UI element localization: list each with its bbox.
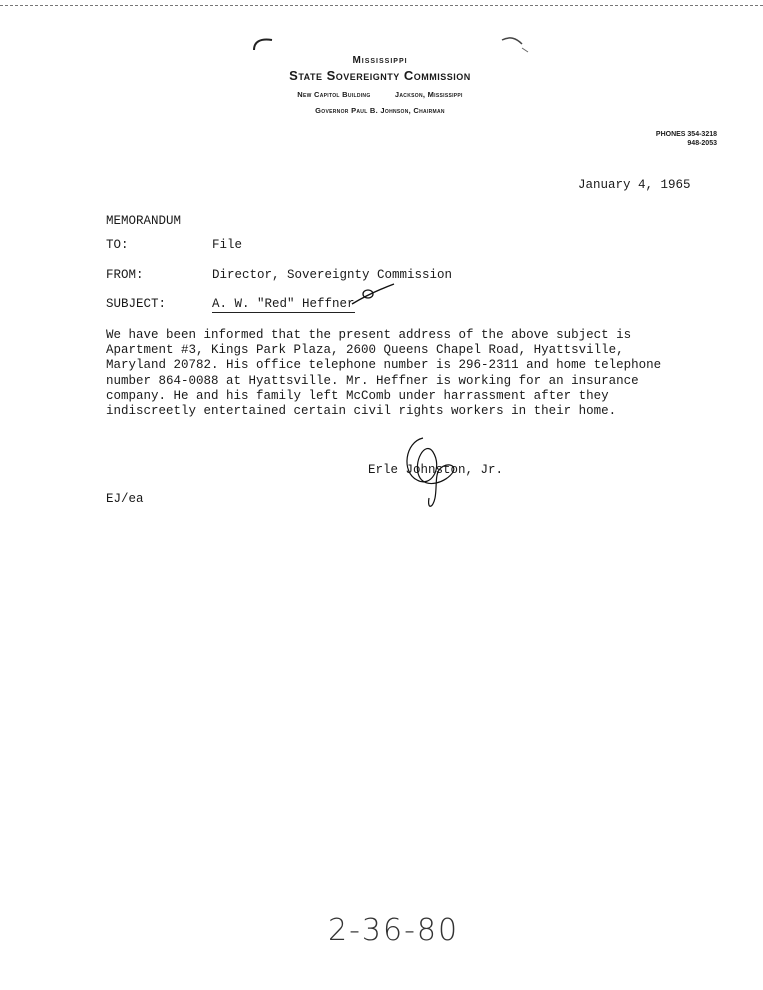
- memo-body: We have been informed that the present address of the above subject is Apartment #3, Kings Park Plaza, 2600 Queens Chapel Road, Hyattsville, Maryland 20782. His office telephone number is 296-2311 and home telephone number 864-0088 at Hyattsville. Mr. Heffner is working for an insurance company. He and his family left McComb under harrassment after they indiscreetly entertained certain civil rights workers in their home.: [106, 328, 662, 419]
- scan-mark-left: [250, 34, 280, 54]
- letterhead-state: Mississippi: [352, 55, 408, 66]
- letterhead-address: [230, 90, 530, 99]
- handwritten-signature: [395, 432, 475, 512]
- typist-initials: EJ/ea: [106, 492, 144, 506]
- letterhead-building: New Capitol Building: [297, 90, 371, 99]
- from-label: FROM:: [106, 268, 144, 282]
- to-value: File: [212, 238, 243, 252]
- page-edge-line: [0, 5, 763, 6]
- handwritten-checkmark: [348, 280, 398, 310]
- letterhead-governor: Governor Paul B. Johnson, Chairman: [315, 106, 445, 115]
- phone-line-1: PHONES 354-3218: [655, 131, 717, 138]
- file-number: 2-36-80: [328, 913, 460, 948]
- memo-date: January 4, 1965: [578, 178, 691, 192]
- letterhead: [230, 55, 530, 115]
- signature-name: Erle Johnston, Jr.: [368, 463, 504, 477]
- letterhead-organization: State Sovereignty Commission: [289, 68, 471, 83]
- subject-value: A. W. "Red" Heffner: [212, 297, 355, 311]
- phone-line-2: 948-2053: [687, 140, 717, 147]
- letterhead-city: Jackson, Mississippi: [394, 90, 463, 99]
- memo-title: MEMORANDUM: [106, 214, 182, 228]
- from-value: Director, Sovereignty Commission: [212, 268, 453, 282]
- phone-numbers: [656, 130, 717, 148]
- to-label: TO:: [106, 238, 129, 252]
- subject-label: SUBJECT:: [106, 297, 167, 311]
